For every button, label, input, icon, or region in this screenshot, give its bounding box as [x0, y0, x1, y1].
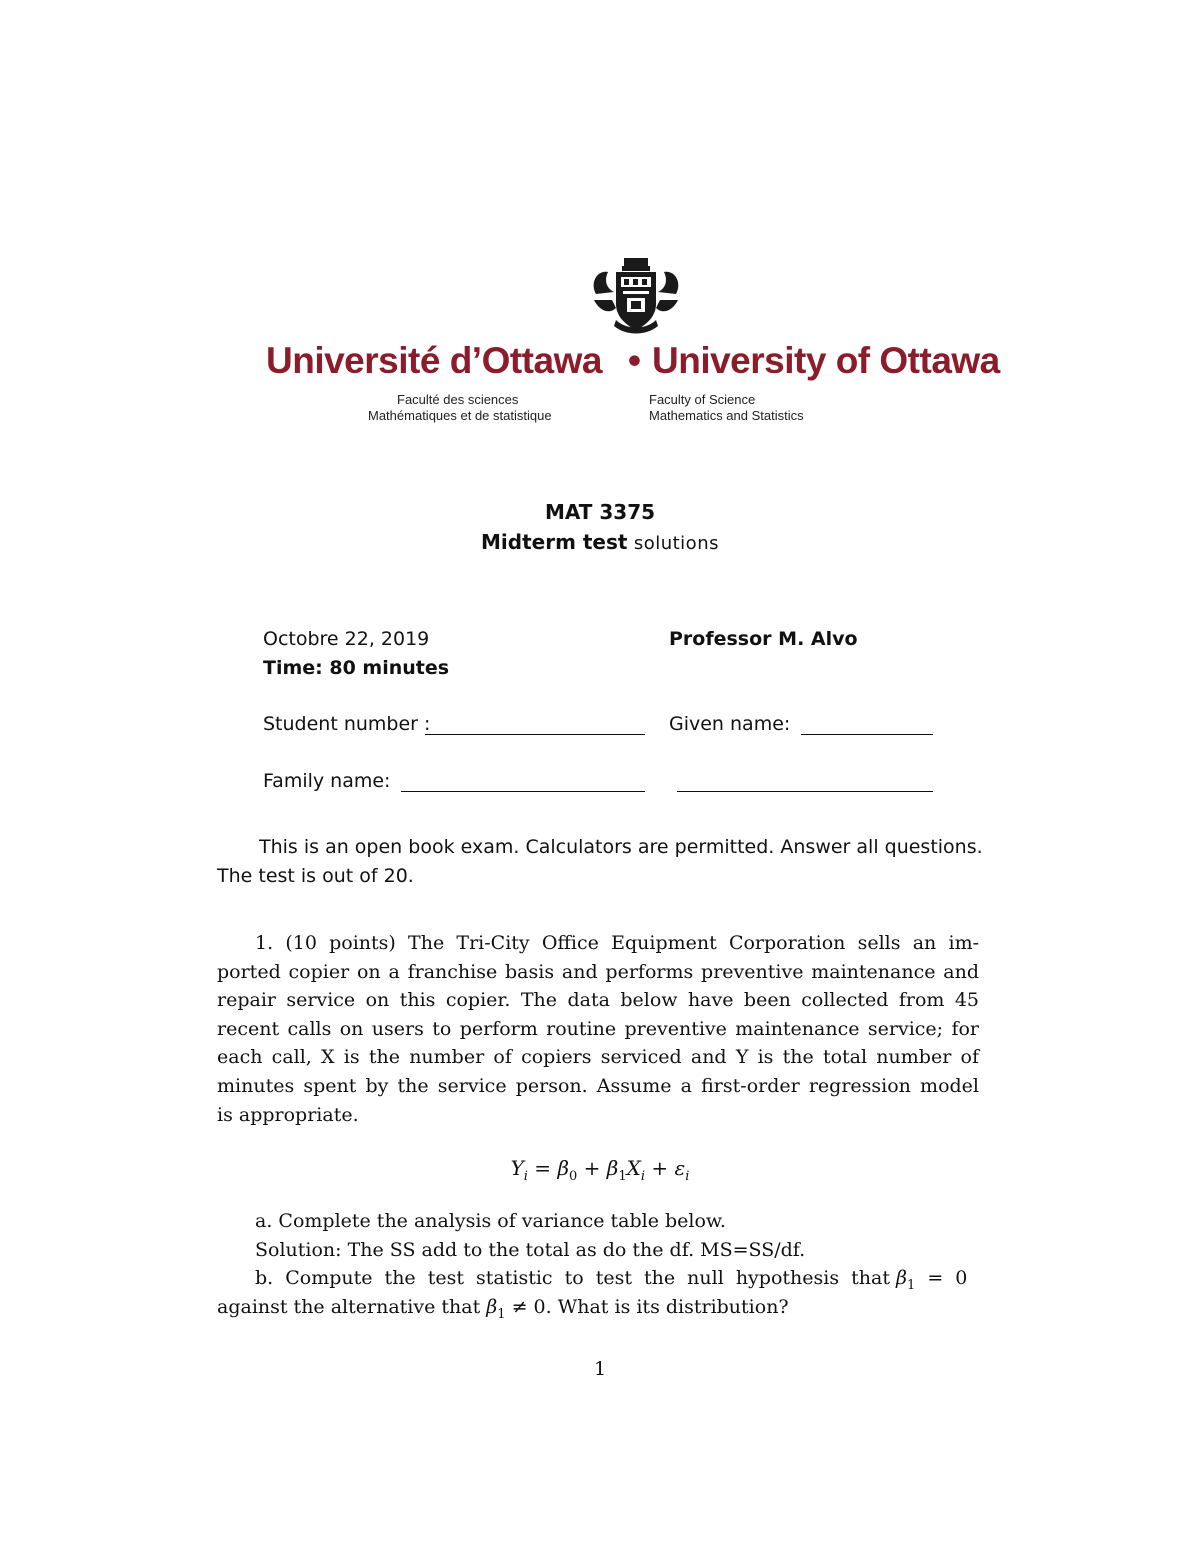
question-1-line-1: 1. (10 points) The Tri-City Office Equipment Corporation sells an im-	[255, 932, 979, 954]
professor-name: Professor M. Alvo	[669, 628, 858, 650]
given-name-label: Given name:	[669, 713, 791, 735]
university-name-french: Université d’Ottawa	[266, 340, 602, 381]
part-b-sub-1: 1	[907, 1277, 916, 1293]
part-b-neq: ≠ 0.	[505, 1295, 552, 1318]
eq-x: X	[626, 1156, 641, 1180]
part-a-solution: Solution: The SS add to the total as do the df. MS=SS/df.	[255, 1238, 806, 1261]
part-b-sub-2: 1	[497, 1306, 506, 1322]
exam-duration: Time: 80 minutes	[263, 657, 450, 679]
page-number: 1	[593, 1358, 607, 1380]
part-b-beta-1: β	[896, 1267, 907, 1290]
part-b-text-2: against the alternative that	[217, 1295, 481, 1318]
eq-epsilon: ε	[674, 1156, 686, 1180]
question-1-parts	[217, 1207, 979, 1321]
question-1-line-6: minutes spent by the service person. Assume a first-order regression model	[217, 1074, 979, 1097]
faculty-french: Faculté des sciences	[397, 392, 519, 407]
part-b-line-2	[217, 1293, 979, 1322]
test-name: Midterm test	[481, 530, 628, 554]
eq-sub-1: 1	[618, 1169, 627, 1184]
instructions	[217, 833, 983, 890]
given-name-field[interactable]	[801, 734, 933, 735]
instructions-line-1: This is an open book exam. Calculators are permitted. Answer all questions.	[259, 836, 983, 858]
eq-beta0: β	[557, 1156, 569, 1180]
test-subtitle: solutions	[633, 533, 719, 554]
question-1-line-7: is appropriate.	[217, 1103, 359, 1126]
part-b-text-1: b. Compute the test statistic to test the null hypothesis that	[255, 1267, 890, 1290]
eq-sub-i-3: i	[685, 1169, 690, 1184]
university-header	[258, 252, 1010, 432]
question-1-line-4: recent calls on users to perform routine preventive maintenance service; for	[217, 1017, 979, 1040]
university-crest-icon	[586, 256, 686, 338]
student-number-label: Student number :	[263, 713, 431, 735]
department-french: Mathématiques et de statistique	[368, 408, 552, 423]
regression-equation	[0, 1156, 1200, 1184]
family-name-field[interactable]	[401, 791, 645, 792]
eq-sub-0: 0	[569, 1169, 578, 1184]
eq-equals: =	[527, 1156, 558, 1180]
instructions-line-2: The test is out of 20.	[217, 864, 414, 887]
part-a: a. Complete the analysis of variance table below.	[255, 1210, 726, 1232]
part-b-eq: = 0	[915, 1267, 968, 1290]
family-name-label: Family name:	[263, 770, 391, 792]
extra-field[interactable]	[677, 791, 933, 792]
eq-sub-i: i	[523, 1169, 528, 1184]
question-1-line-2: ported copier on a franchise basis and performs preventive maintenance and	[217, 960, 979, 983]
university-name-english: University of Ottawa	[652, 340, 1000, 381]
eq-plus-1: +	[577, 1156, 607, 1180]
eq-plus-2: +	[645, 1156, 675, 1180]
eq-sub-i-2: i	[640, 1169, 646, 1184]
part-b-line-1	[217, 1264, 979, 1293]
student-number-field[interactable]	[425, 734, 645, 735]
question-1-line-3: repair service on this copier. The data below have been collected from 45	[217, 989, 979, 1012]
eq-beta1: β	[606, 1156, 619, 1180]
name-separator: •	[628, 340, 641, 381]
eq-y: Y	[510, 1156, 524, 1180]
question-1-line-5: each call, X is the number of copiers serviced and Y is the total number of	[217, 1046, 979, 1069]
course-code: MAT 3375	[544, 500, 656, 524]
department-english: Mathematics and Statistics	[649, 408, 804, 423]
part-b-text-3: What is its distribution?	[557, 1295, 789, 1318]
part-b-beta-2: β	[486, 1295, 498, 1318]
test-title	[0, 530, 1200, 554]
exam-date: Octobre 22, 2019	[263, 628, 430, 650]
question-1	[217, 929, 979, 1129]
faculty-english: Faculty of Science	[649, 392, 756, 407]
